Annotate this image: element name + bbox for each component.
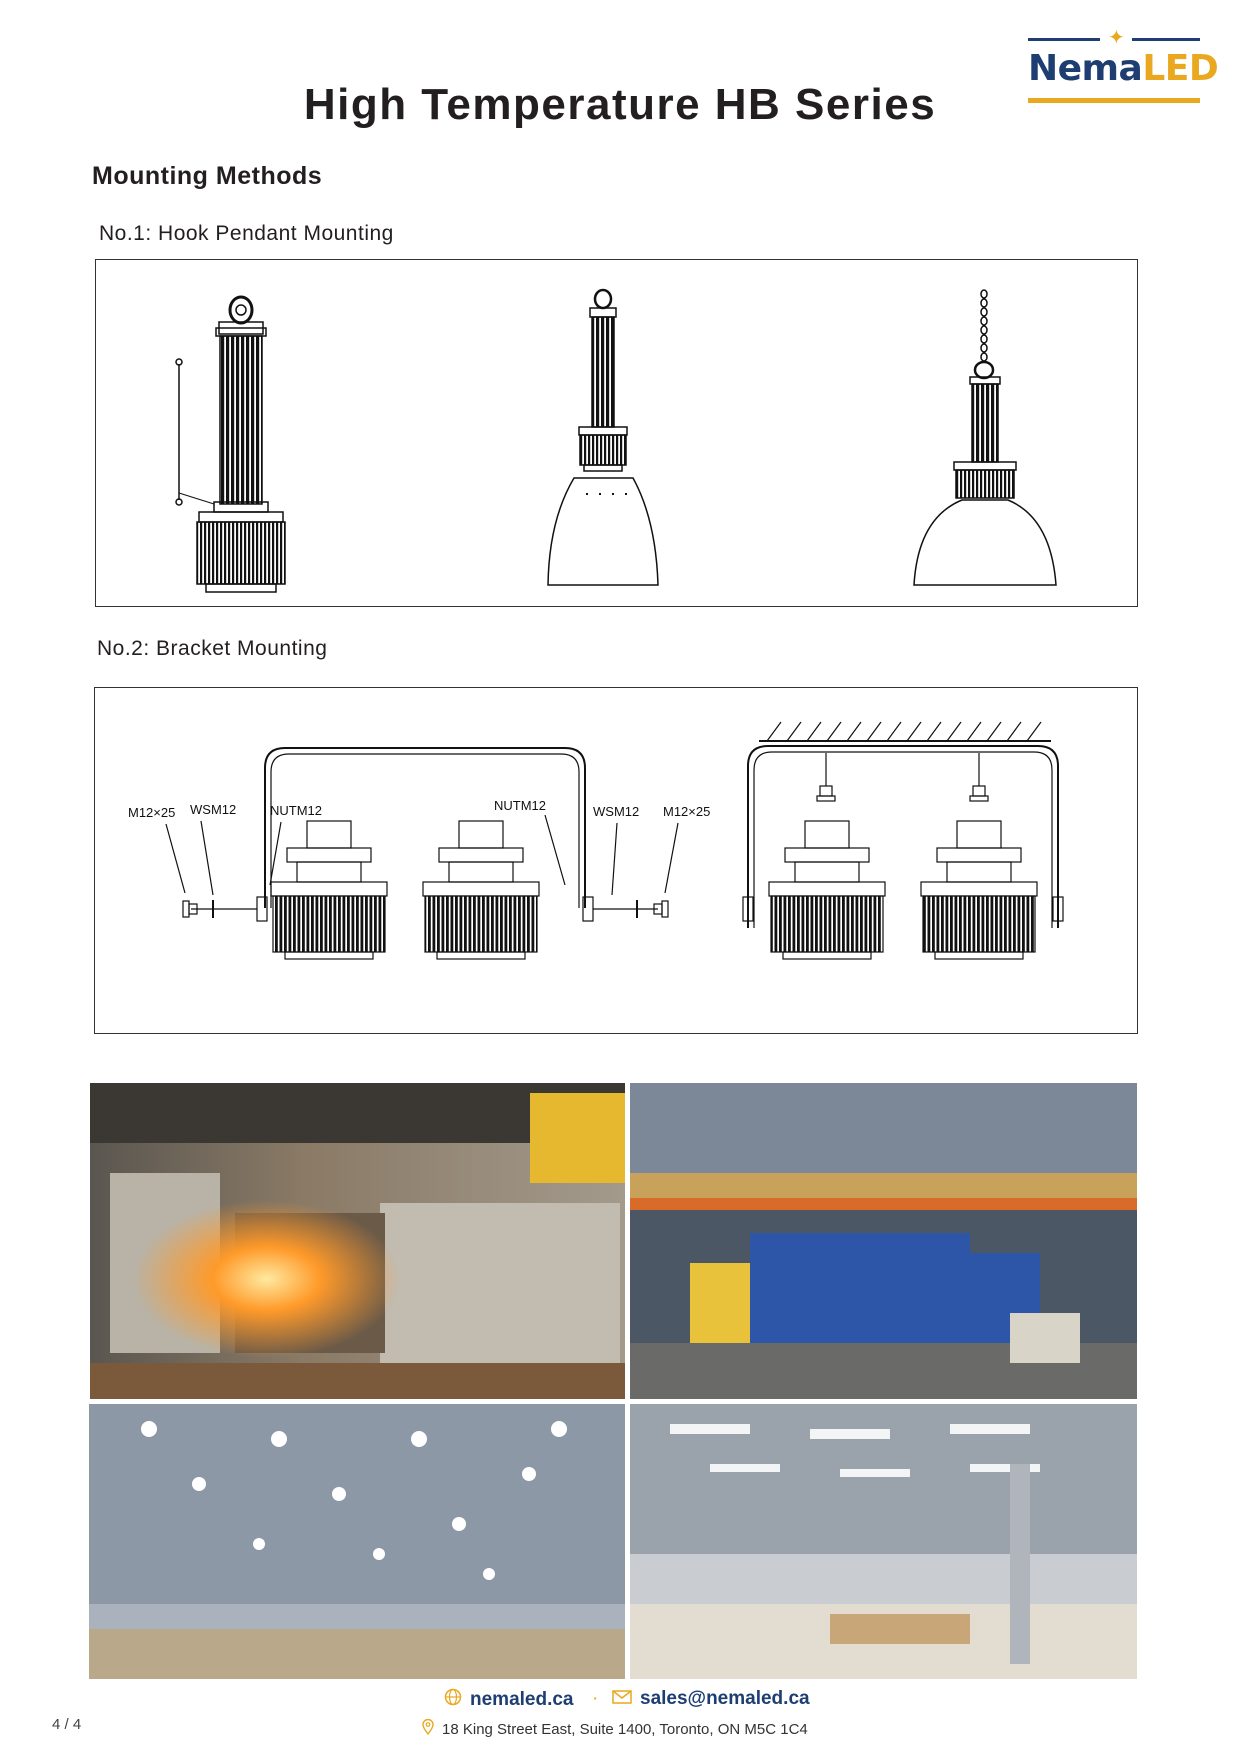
bracket-assembly-left xyxy=(183,748,668,959)
logo-line xyxy=(1132,38,1200,41)
bracket-assembly-ceiling xyxy=(743,722,1063,959)
footer-separator: · xyxy=(592,1688,599,1709)
fixture-hook-only xyxy=(176,297,285,592)
factory-floor-photo xyxy=(630,1404,1137,1679)
footer-email[interactable] xyxy=(612,1688,810,1710)
callout-left-nut: NUTM12 xyxy=(270,803,323,818)
bracket-mounting-diagram xyxy=(94,687,1138,1034)
maple-leaf-icon: ✦ xyxy=(1108,27,1125,49)
section-title: Mounting Methods xyxy=(92,162,323,190)
hook-pendant-diagram xyxy=(95,259,1138,607)
website-link[interactable]: nemaled.ca xyxy=(470,1689,574,1710)
footer-website[interactable] xyxy=(444,1688,574,1712)
page-title: High Temperature HB Series xyxy=(303,80,937,129)
fixture-chain-reflector xyxy=(914,290,1056,585)
fixture-open-reflector xyxy=(548,290,658,585)
warehouse-highbay-photo xyxy=(89,1404,625,1679)
callout-right-nut: NUTM12 xyxy=(494,798,547,813)
email-link[interactable]: sales@nemaled.ca xyxy=(640,1688,810,1709)
footer-address xyxy=(422,1719,808,1739)
callout-right-washer: WSM12 xyxy=(593,804,640,819)
callout-left-bolt: M12×25 xyxy=(128,805,176,820)
method-2-title: No.2: Bracket Mounting xyxy=(97,637,328,660)
industrial-plant-photo xyxy=(630,1083,1137,1399)
globe-icon xyxy=(444,1688,462,1712)
method-1-title: No.1: Hook Pendant Mounting xyxy=(99,222,394,245)
page-number: 4 / 4 xyxy=(52,1716,82,1733)
address-text: 18 King Street East, Suite 1400, Toronto, ON M5C 1C4 xyxy=(442,1720,808,1738)
logo-wordmark: NemaLED xyxy=(1028,48,1219,89)
envelope-icon xyxy=(612,1688,632,1710)
callout-left-washer: WSM12 xyxy=(190,802,237,817)
location-pin-icon xyxy=(422,1719,434,1739)
callout-right-bolt: M12×25 xyxy=(663,804,711,819)
logo-line xyxy=(1028,38,1100,41)
steel-furnace-photo xyxy=(90,1083,625,1399)
